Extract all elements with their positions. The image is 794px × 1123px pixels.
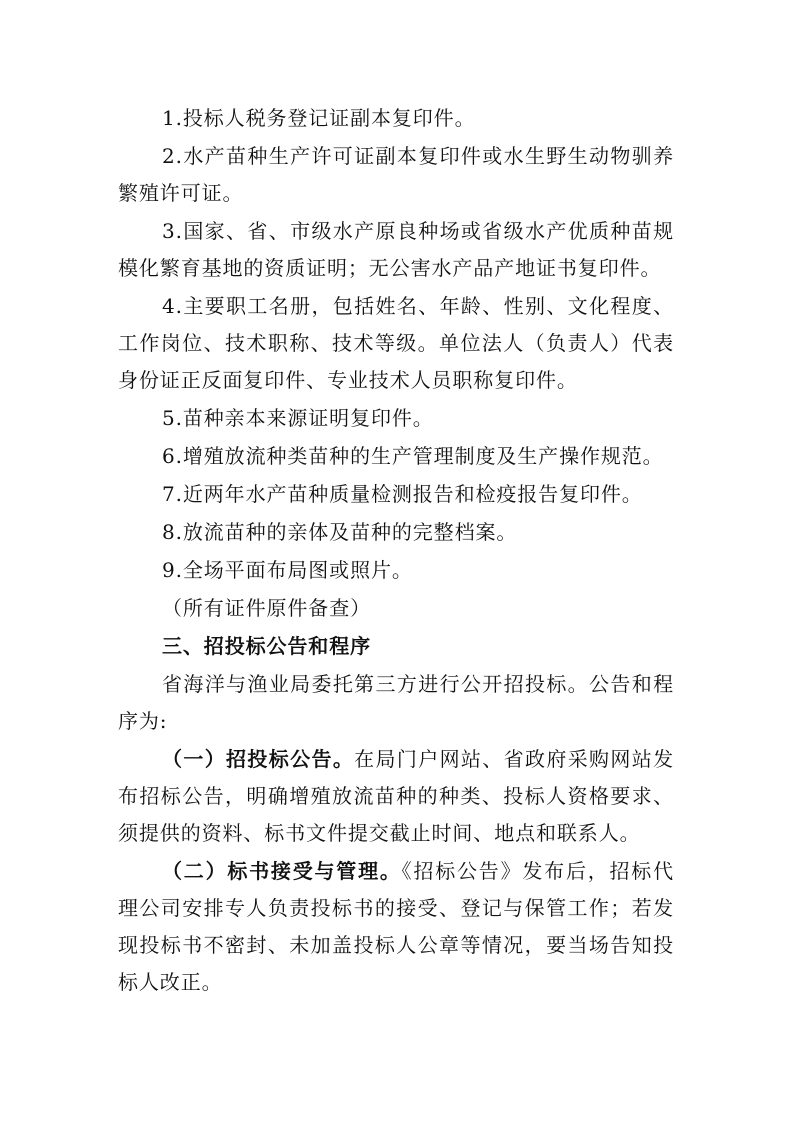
- requirement-1: 1.投标人税务登记证副本复印件。: [162, 106, 476, 130]
- procedure-item-1-label: （一）招投标公告。: [162, 747, 355, 771]
- document-page: [118, 100, 674, 1001]
- section-intro: 省海洋与渔业局委托第三方进行公开招投标。公告和程序为:: [118, 672, 674, 733]
- procedure-item-1: [118, 741, 674, 852]
- requirement-7: 7.近两年水产苗种质量检测报告和检疫报告复印件。: [162, 482, 643, 506]
- requirement-4: 4.主要职工名册，包括姓名、年龄、性别、文化程度、工作岗位、技术职称、技术等级。单位法人（负责人）代表身份证正反面复印件、专业技术人员职称复印件。: [118, 294, 674, 392]
- section-heading: 三、招投标公告和程序: [162, 634, 371, 658]
- requirement-3: 3.国家、省、市级水产原良种场或省级水产优质种苗规模化繁育基地的资质证明；无公害水产品产地证书复印件。: [118, 219, 674, 280]
- requirement-2: 2.水产苗种生产许可证副本复印件或水生野生动物驯养繁殖许可证。: [118, 144, 674, 205]
- procedure-item-1-text: 在局门户网站、省政府采购网站发布招标公告，明确增殖放流苗种的种类、投标人资格要求、须提供的资料、标书文件提交截止时间、地点和联系人。: [118, 747, 674, 845]
- procedure-item-2-text: 《招标公告》发布后，招标代理公司安排专人负责投标书的接受、登记与保管工作；若发现投标书不密封、未加盖投标人公章等情况，要当场告知投标人改正。: [118, 859, 674, 994]
- requirement-6: 6.增殖放流种类苗种的生产管理制度及生产操作规范。: [162, 444, 664, 468]
- requirement-9: 9.全场平面布局图或照片。: [162, 558, 413, 582]
- requirement-5: 5.苗种亲本来源证明复印件。: [162, 406, 434, 430]
- requirement-8: 8.放流苗种的亲体及苗种的完整档案。: [162, 520, 518, 544]
- procedure-item-2: [118, 853, 674, 1001]
- procedure-item-2-label: （二）标书接受与管理。: [162, 859, 402, 883]
- originals-note: （所有证件原件备查）: [162, 596, 371, 620]
